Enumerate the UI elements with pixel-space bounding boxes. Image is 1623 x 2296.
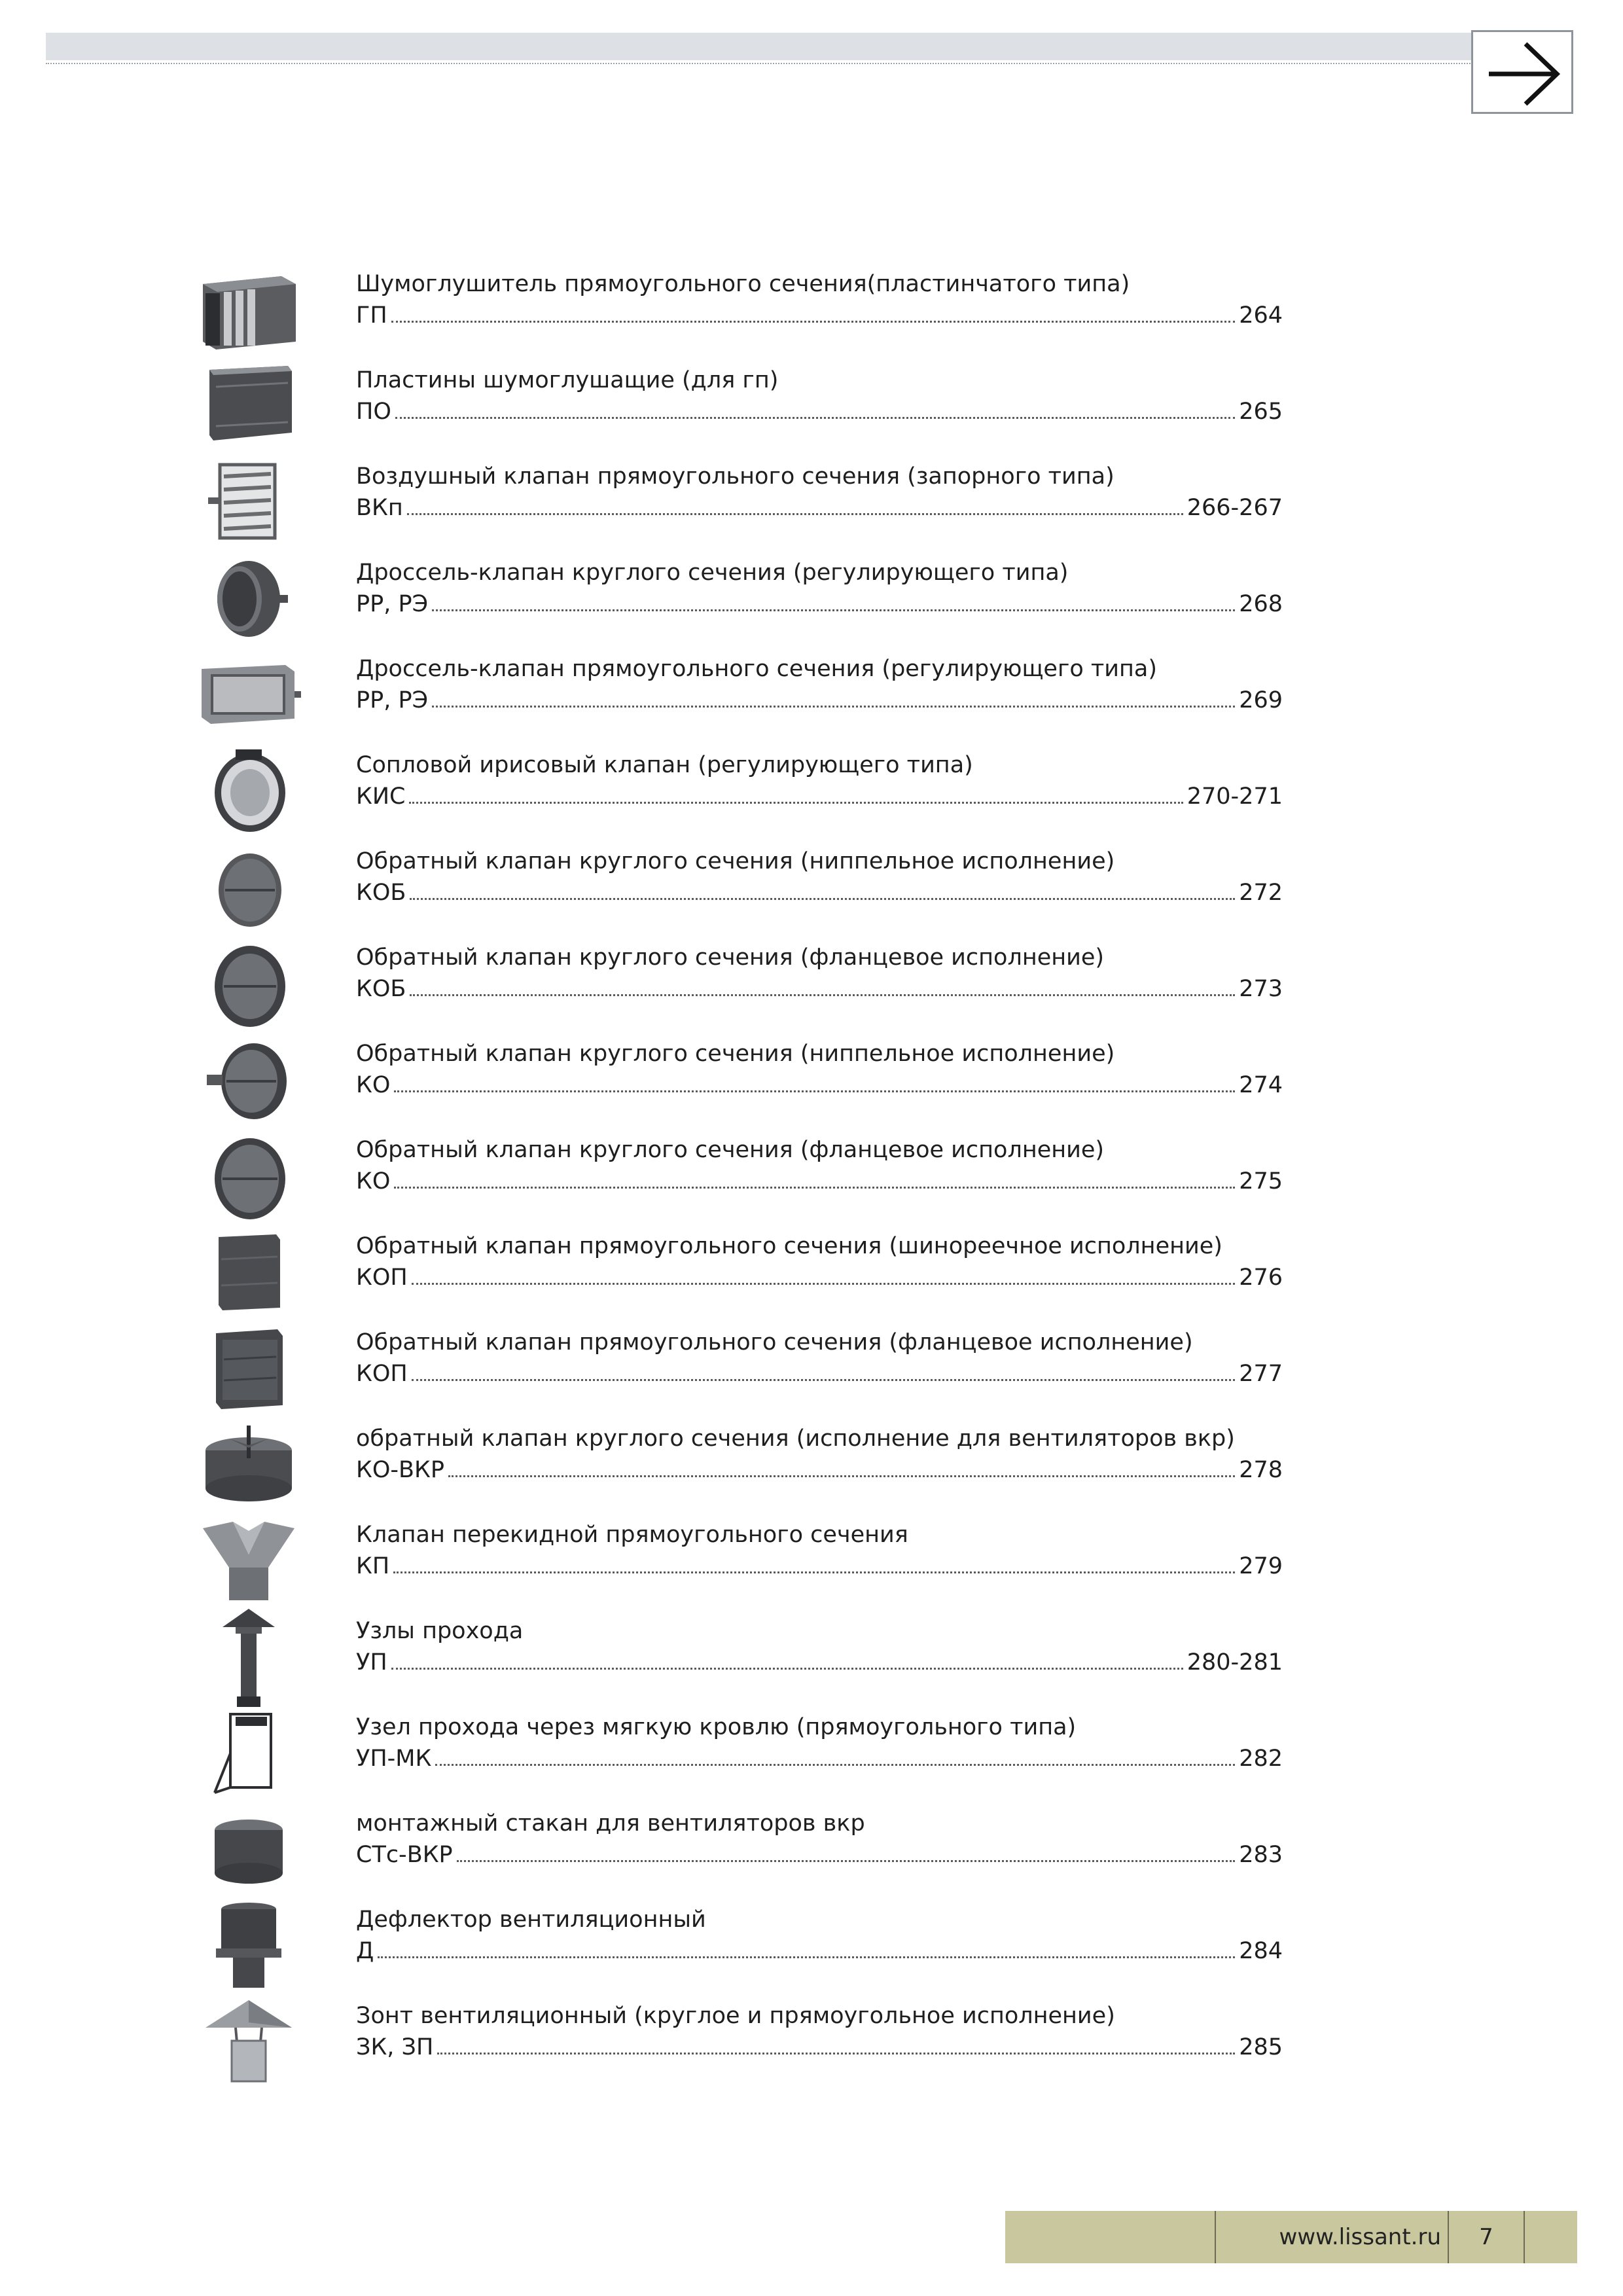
dot-leader xyxy=(394,1167,1235,1189)
entry-title: обратный клапан круглого сечения (исполнение для вентиляторов вкр) xyxy=(356,1426,1235,1452)
entry-title: Воздушный клапан прямоугольного сечения (запорного типа) xyxy=(356,463,1115,490)
dot-leader xyxy=(457,1840,1236,1862)
entry-code: КОП xyxy=(356,1265,408,1291)
entry-line xyxy=(356,493,1283,522)
dot-leader xyxy=(409,782,1183,804)
round-throttle-icon xyxy=(196,553,301,645)
entry-line xyxy=(356,1552,1283,1581)
entry-line xyxy=(356,782,1283,811)
list-item[interactable] xyxy=(0,938,1623,1033)
page-number: 7 xyxy=(1479,2224,1493,2250)
entry-line xyxy=(356,1359,1283,1388)
list-item[interactable] xyxy=(0,1611,1623,1707)
entry-line xyxy=(356,878,1283,907)
entry-line xyxy=(356,1744,1283,1773)
entry-page: 265 xyxy=(1239,399,1283,425)
entry-title: монтажный стакан для вентиляторов вкр xyxy=(356,1810,865,1837)
entry-title: Обратный клапан прямоугольного сечения (шинореечное исполнение) xyxy=(356,1233,1222,1259)
entry-page: 279 xyxy=(1239,1553,1283,1579)
entry-page: 273 xyxy=(1239,976,1283,1002)
entry-page: 280-281 xyxy=(1186,1649,1283,1676)
entry-page: 275 xyxy=(1239,1168,1283,1194)
dot-leader xyxy=(410,975,1235,996)
entry-code: РР, РЭ xyxy=(356,687,429,713)
list-item[interactable] xyxy=(0,1996,1623,2092)
entry-title: Пластины шумоглушащие (для гп) xyxy=(356,367,779,393)
entry-page: 269 xyxy=(1239,687,1283,713)
rect-check-valve-flange-icon xyxy=(196,1323,301,1414)
footer-website-link[interactable]: www.lissant.ru xyxy=(1279,2224,1441,2250)
entry-code: КО xyxy=(356,1168,391,1194)
entry-code: КО xyxy=(356,1072,391,1098)
dot-leader xyxy=(437,2033,1235,2054)
silencer-box-icon xyxy=(196,264,301,356)
entry-code: КОБ xyxy=(356,976,406,1002)
entry-line xyxy=(356,1456,1283,1484)
entry-title: Обратный клапан круглого сечения (фланцевое исполнение) xyxy=(356,1137,1105,1163)
entry-code: ПО xyxy=(356,399,391,425)
entry-title: Обратный клапан прямоугольного сечения (фланцевое исполнение) xyxy=(356,1329,1193,1355)
entry-line xyxy=(356,1840,1283,1869)
entry-line xyxy=(356,590,1283,619)
list-item[interactable] xyxy=(0,1515,1623,1611)
entry-title: Узел прохода через мягкую кровлю (прямоугольного типа) xyxy=(356,1714,1077,1740)
entry-code: КОП xyxy=(356,1361,408,1387)
entry-code: КП xyxy=(356,1553,390,1579)
dot-leader xyxy=(393,1552,1235,1573)
list-item[interactable] xyxy=(0,1804,1623,1899)
entry-page: 283 xyxy=(1239,1842,1283,1868)
list-item[interactable] xyxy=(0,649,1623,745)
round-check-valve-flange-icon xyxy=(196,1130,301,1222)
list-item[interactable] xyxy=(0,1419,1623,1515)
silencer-plate-icon xyxy=(196,361,301,452)
iris-damper-icon xyxy=(196,745,301,837)
dot-leader xyxy=(391,1648,1183,1670)
list-item[interactable] xyxy=(0,361,1623,456)
soft-roof-passage-icon xyxy=(196,1708,301,1799)
list-item[interactable] xyxy=(0,553,1623,649)
entry-title: Узлы прохода xyxy=(356,1618,524,1644)
entry-line xyxy=(356,397,1283,426)
entry-page: 284 xyxy=(1239,1938,1283,1964)
list-item[interactable] xyxy=(0,457,1623,552)
dot-leader xyxy=(432,590,1235,611)
entry-line xyxy=(356,975,1283,1003)
entry-title: Зонт вентиляционный (круглое и прямоугольное исполнение) xyxy=(356,2003,1115,2029)
entry-code: Д xyxy=(356,1938,374,1964)
entry-title: Сопловой ирисовый клапан (регулирующего типа) xyxy=(356,752,973,778)
list-item[interactable] xyxy=(0,1323,1623,1418)
rect-throttle-icon xyxy=(196,649,301,741)
list-item[interactable] xyxy=(0,842,1623,937)
entry-line xyxy=(356,2033,1283,2062)
entry-title: Шумоглушитель прямоугольного сечения(пластинчатого типа) xyxy=(356,271,1130,297)
entry-title: Обратный клапан круглого сечения (ниппельное исполнение) xyxy=(356,1041,1115,1067)
entry-page: 270-271 xyxy=(1186,783,1283,810)
entry-page: 282 xyxy=(1239,1746,1283,1772)
entry-page: 285 xyxy=(1239,2034,1283,2060)
entry-line xyxy=(356,1648,1283,1677)
dot-leader xyxy=(435,1744,1235,1766)
list-item[interactable] xyxy=(0,1227,1623,1322)
entry-code: ЗК, ЗП xyxy=(356,2034,434,2060)
round-check-valve-icon xyxy=(196,842,301,933)
entry-line xyxy=(356,301,1283,330)
fan-check-valve-icon xyxy=(196,1419,301,1511)
dot-leader xyxy=(394,1071,1235,1092)
entry-page: 278 xyxy=(1239,1457,1283,1483)
roof-passage-icon xyxy=(196,1605,301,1710)
entry-title: Обратный клапан круглого сечения (ниппельное исполнение) xyxy=(356,848,1115,874)
dot-leader xyxy=(448,1456,1235,1477)
footer-divider xyxy=(1524,2211,1525,2263)
umbrella-cap-icon xyxy=(196,1996,301,2088)
round-check-valve-flange-icon xyxy=(196,938,301,1030)
entry-title: Дроссель-клапан прямоугольного сечения (регулирующего типа) xyxy=(356,656,1157,682)
entry-title: Дроссель-клапан круглого сечения (регулирующего типа) xyxy=(356,560,1069,586)
entry-line xyxy=(356,1937,1283,1965)
deflector-icon xyxy=(196,1900,301,1992)
list-item[interactable] xyxy=(0,1900,1623,1996)
entry-page: 274 xyxy=(1239,1072,1283,1098)
next-page-button[interactable] xyxy=(1471,30,1573,114)
entry-code: КИС xyxy=(356,783,406,810)
dot-leader xyxy=(432,686,1235,708)
entry-page: 276 xyxy=(1239,1265,1283,1291)
entry-code: УП-МК xyxy=(356,1746,432,1772)
entry-code: ГП xyxy=(356,302,387,329)
entry-line xyxy=(356,1263,1283,1292)
rect-check-valve-icon xyxy=(196,1227,301,1318)
dot-leader xyxy=(395,397,1235,419)
header-bar xyxy=(46,33,1472,60)
round-check-valve-icon xyxy=(196,1034,301,1126)
entry-line xyxy=(356,1071,1283,1100)
entry-page: 272 xyxy=(1239,880,1283,906)
entry-page: 277 xyxy=(1239,1361,1283,1387)
entry-code: КО-ВКР xyxy=(356,1457,444,1483)
arrow-right-icon xyxy=(1485,40,1563,108)
entry-code: КОБ xyxy=(356,880,406,906)
entry-title: Обратный клапан круглого сечения (фланцевое исполнение) xyxy=(356,944,1105,971)
entry-code: УП xyxy=(356,1649,387,1676)
list-item[interactable] xyxy=(0,264,1623,360)
entry-page: 268 xyxy=(1239,591,1283,617)
footer-divider xyxy=(1215,2211,1216,2263)
entry-page: 264 xyxy=(1239,302,1283,329)
entry-page: 266-267 xyxy=(1186,495,1283,521)
entry-title: Клапан перекидной прямоугольного сечения xyxy=(356,1522,908,1548)
entry-code: СТс-ВКР xyxy=(356,1842,453,1868)
list-item[interactable] xyxy=(0,745,1623,841)
header-dotted-rule xyxy=(46,63,1472,64)
list-item[interactable] xyxy=(0,1708,1623,1803)
dot-leader xyxy=(410,878,1235,900)
mounting-cup-icon xyxy=(196,1804,301,1895)
list-item[interactable] xyxy=(0,1034,1623,1130)
entry-line xyxy=(356,686,1283,715)
louver-damper-icon xyxy=(196,457,301,548)
dot-leader xyxy=(412,1263,1235,1285)
dot-leader xyxy=(378,1937,1235,1958)
entry-code: РР, РЭ xyxy=(356,591,429,617)
dot-leader xyxy=(412,1359,1235,1381)
entry-code: ВКп xyxy=(356,495,403,521)
list-item[interactable] xyxy=(0,1130,1623,1226)
dot-leader xyxy=(391,301,1236,323)
dot-leader xyxy=(407,493,1183,515)
entry-title: Дефлектор вентиляционный xyxy=(356,1907,706,1933)
entry-line xyxy=(356,1167,1283,1196)
diverter-valve-icon xyxy=(196,1515,301,1607)
